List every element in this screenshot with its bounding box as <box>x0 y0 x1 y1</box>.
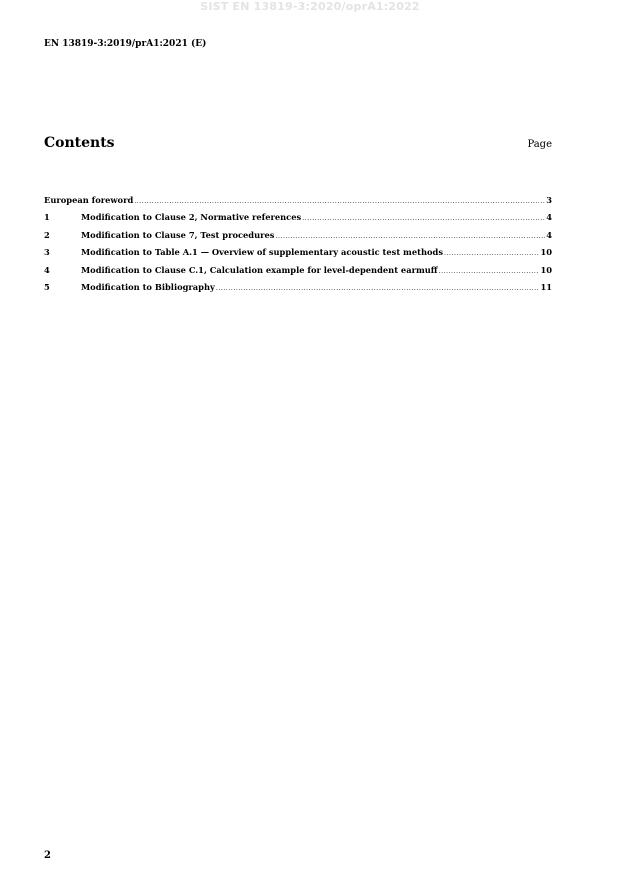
toc-entry-title: Modification to Clause C.1, Calculation example for level-dependent earmuff <box>81 264 438 275</box>
page-number: 2 <box>44 850 51 861</box>
toc-entry-foreword[interactable] <box>44 195 552 212</box>
toc-dot-leader <box>302 215 545 222</box>
toc-entry-page: 4 <box>546 229 552 240</box>
toc-entry-title: Modification to Clause 7, Test procedures <box>81 229 275 240</box>
toc-dot-leader <box>444 250 539 257</box>
toc-entry-title: Modification to Clause 2, Normative references <box>81 212 302 223</box>
toc-entry-title: European foreword <box>44 195 134 205</box>
toc-entry-4[interactable] <box>44 265 552 282</box>
table-of-contents <box>44 195 552 299</box>
toc-dot-leader <box>439 268 540 275</box>
toc-entry-number: 1 <box>44 212 50 223</box>
toc-entry-number: 2 <box>44 229 50 240</box>
toc-entry-page: 3 <box>546 195 552 205</box>
toc-entry-1[interactable] <box>44 212 552 229</box>
toc-dot-leader <box>216 285 540 292</box>
toc-entry-page: 11 <box>540 281 552 292</box>
toc-entry-page: 10 <box>540 264 552 275</box>
watermark: SIST EN 13819-3:2020/oprA1:2022 <box>200 0 420 13</box>
toc-entry-title: Modification to Table A.1 — Overview of supplementary acoustic test methods <box>81 247 443 258</box>
toc-dot-leader <box>134 198 545 205</box>
toc-entry-title: Modification to Bibliography <box>81 281 215 292</box>
toc-entry-5[interactable] <box>44 282 552 299</box>
page-column-label: Page <box>527 139 552 150</box>
toc-entry-number: 4 <box>44 264 50 275</box>
contents-heading: Contents <box>44 135 115 151</box>
toc-dot-leader <box>275 233 545 240</box>
document-identifier: EN 13819-3:2019/prA1:2021 (E) <box>44 39 207 49</box>
toc-entry-page: 10 <box>540 247 552 258</box>
toc-entry-page: 4 <box>546 212 552 223</box>
toc-entry-number: 3 <box>44 247 50 258</box>
toc-entry-2[interactable] <box>44 230 552 247</box>
toc-entry-3[interactable] <box>44 247 552 264</box>
toc-entry-number: 5 <box>44 281 50 292</box>
